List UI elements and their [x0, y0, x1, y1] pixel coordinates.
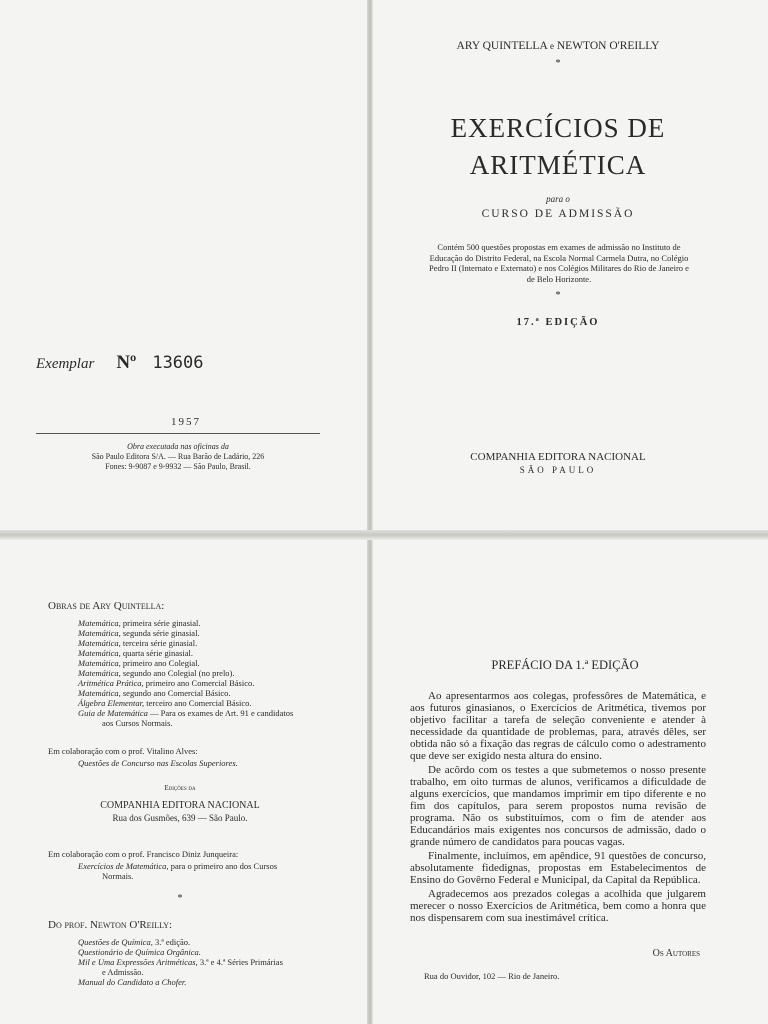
authors-line: [393, 40, 723, 52]
exemplar-label: Exemplar: [36, 356, 95, 372]
preface-paragraph-3: Finalmente, incluímos, em apêndice, 91 questões de concurso, absolutamente fidedignas, propostas em Estabelecimentos de Ensino do Govêrno Federal e Municipal, da Capital da República.: [410, 850, 706, 886]
author-conjunction: e: [550, 41, 554, 51]
editions-publisher: COMPANHIA EDITORA NACIONAL: [100, 800, 260, 811]
preface-signature: Os Autores: [652, 948, 700, 959]
oreilly-heading: Do prof. Newton O'Reilly:: [48, 919, 173, 931]
collab-junqueira-heading: Em colaboração com o prof. Francisco Diniz Junqueira:: [48, 849, 239, 859]
publisher-name: COMPANHIA EDITORA NACIONAL: [470, 451, 646, 463]
colophon: [40, 442, 316, 472]
preface-paragraph-2: De acôrdo com os testes a que submetemos o nosso presente trabalho, em oito turmas de alunos, verificamos a dificuldade de alguns exercícios, que mandamos imprimir em tipo diferente e no fim dos capítulos, para serem propostos numa revisão de programa. Não os substituímos, com o fim de atender aos Educandários mais exigentes nos concursos de admissão, dado o grande número de candidatos para poucas vagas.: [410, 764, 706, 848]
preface-paragraph-4: Agradecemos aos prezados colegas a acolhida que julgarem merecer o nosso Exercícios de Aritmética, bem como a honra que nos dispensarem com sua inestimável crítica.: [410, 888, 706, 924]
colophon-line-1: Obra executada nas oficinas da: [127, 442, 229, 451]
exemplar-line: [36, 352, 336, 378]
collab-junqueira-work: Exercícios de Matemática, para o primeiro ano dos Cursos: [78, 861, 278, 871]
page-gutter-vertical: [367, 0, 373, 1024]
colophon-line-3: Fones: 9-9087 e 9-9932 — São Paulo, Brasil.: [105, 462, 251, 471]
work-item: Matemática, primeira série ginasial.: [78, 618, 201, 628]
work-item: Guia de Matemática — Para os exames de Art. 91 e candidatos: [78, 708, 294, 718]
book-title-line-2: ARITMÉTICA: [469, 150, 647, 180]
work-item: Matemática, quarta série ginasial.: [78, 648, 193, 658]
preface-paragraph-1: Ao apresentarmos aos colegas, professôres de Matemática, e aos futuros ginasianos, o Exercícios de Aritmética, tivemos por objetivo facilitar a tarefa de seleção conveniente e atender à necessidade da quantidade de problemas, para, através dêles, ser obtida não só a fixação das regras de cálculo como o adestramento que deve ser exigido nesta altura do ensino.: [410, 690, 706, 762]
work-item: Questionário de Química Orgânica.: [78, 947, 201, 957]
work-item: Matemática, segundo ano Comercial Básico.: [78, 688, 231, 698]
collab-junqueira-work-cont: Normais.: [102, 871, 134, 881]
works-heading: Obras de Ary Quintella:: [48, 600, 165, 612]
star-ornament-2: *: [555, 290, 561, 301]
para-o-label: para o: [546, 194, 570, 204]
preface-address: Rua do Ouvidor, 102 — Rio de Janeiro.: [424, 971, 560, 981]
editions-label: Edições da: [164, 784, 196, 792]
author-quintella: ARY QUINTELLA: [456, 40, 548, 52]
preface-heading: PREFÁCIO DA 1.ª EDIÇÃO: [491, 658, 639, 672]
work-item: Manual do Candidato a Chofer.: [78, 977, 187, 987]
star-ornament-1: *: [555, 58, 561, 69]
work-item: Aritmética Prática, primeiro ano Comercial Básico.: [78, 678, 255, 688]
book-subtitle: CURSO DE ADMISSÃO: [481, 208, 635, 220]
work-item: Matemática, segundo ano Colegial (no prelo).: [78, 668, 235, 678]
book-description: Contém 500 questões propostas em exames de admissão no Instituto de Educação do Distrito Federal, na Escola Normal Carmela Dutra, no Colégio Pedro II (Internato e Externato) e nos Colégios Militares do Rio de Janeiro e de Belo Horizonte.: [429, 242, 689, 284]
collab-vitalino-heading: Em colaboração com o prof. Vitalino Alves:: [48, 746, 198, 756]
work-item-continued: aos Cursos Normais.: [102, 718, 173, 728]
colophon-rule: [36, 433, 320, 434]
works-list: [78, 618, 358, 728]
work-item: Matemática, segunda série ginasial.: [78, 628, 200, 638]
exemplar-number: 13606: [152, 353, 204, 373]
number-sign: Nº: [116, 352, 137, 373]
editions-address: Rua dos Gusmões, 639 — São Paulo.: [112, 813, 248, 823]
book-title-line-1: EXERCÍCIOS DE: [450, 113, 666, 143]
work-item: Matemática, terceira série ginasial.: [78, 638, 198, 648]
work-item: Mil e Uma Expressões Aritméticas, 3.ª e 4.ª Séries Primárias: [78, 957, 283, 967]
publication-year: 1957: [171, 416, 201, 428]
colophon-line-2: São Paulo Editora S/A. — Rua Barão de Ladário, 226: [91, 452, 265, 461]
oreilly-works-list: [78, 937, 358, 987]
work-item: Álgebra Elementar, terceiro ano Comercial Básico.: [78, 698, 252, 708]
edition-number: 17.ª EDIÇÃO: [516, 317, 600, 328]
preface-body: [410, 690, 706, 924]
work-item: Questões de Química, 3.ª edição.: [78, 937, 191, 947]
work-item-continued: e Admissão.: [102, 967, 144, 977]
star-ornament-3: *: [177, 893, 183, 904]
author-oreilly: NEWTON O'REILLY: [556, 40, 660, 52]
collab-vitalino-work: Questões de Concurso nas Escolas Superiores.: [78, 758, 238, 768]
page-gutter-horizontal: [0, 530, 768, 540]
work-item: Matemática, primeiro ano Colegial.: [78, 658, 200, 668]
publisher-city: SÃO PAULO: [519, 465, 597, 475]
